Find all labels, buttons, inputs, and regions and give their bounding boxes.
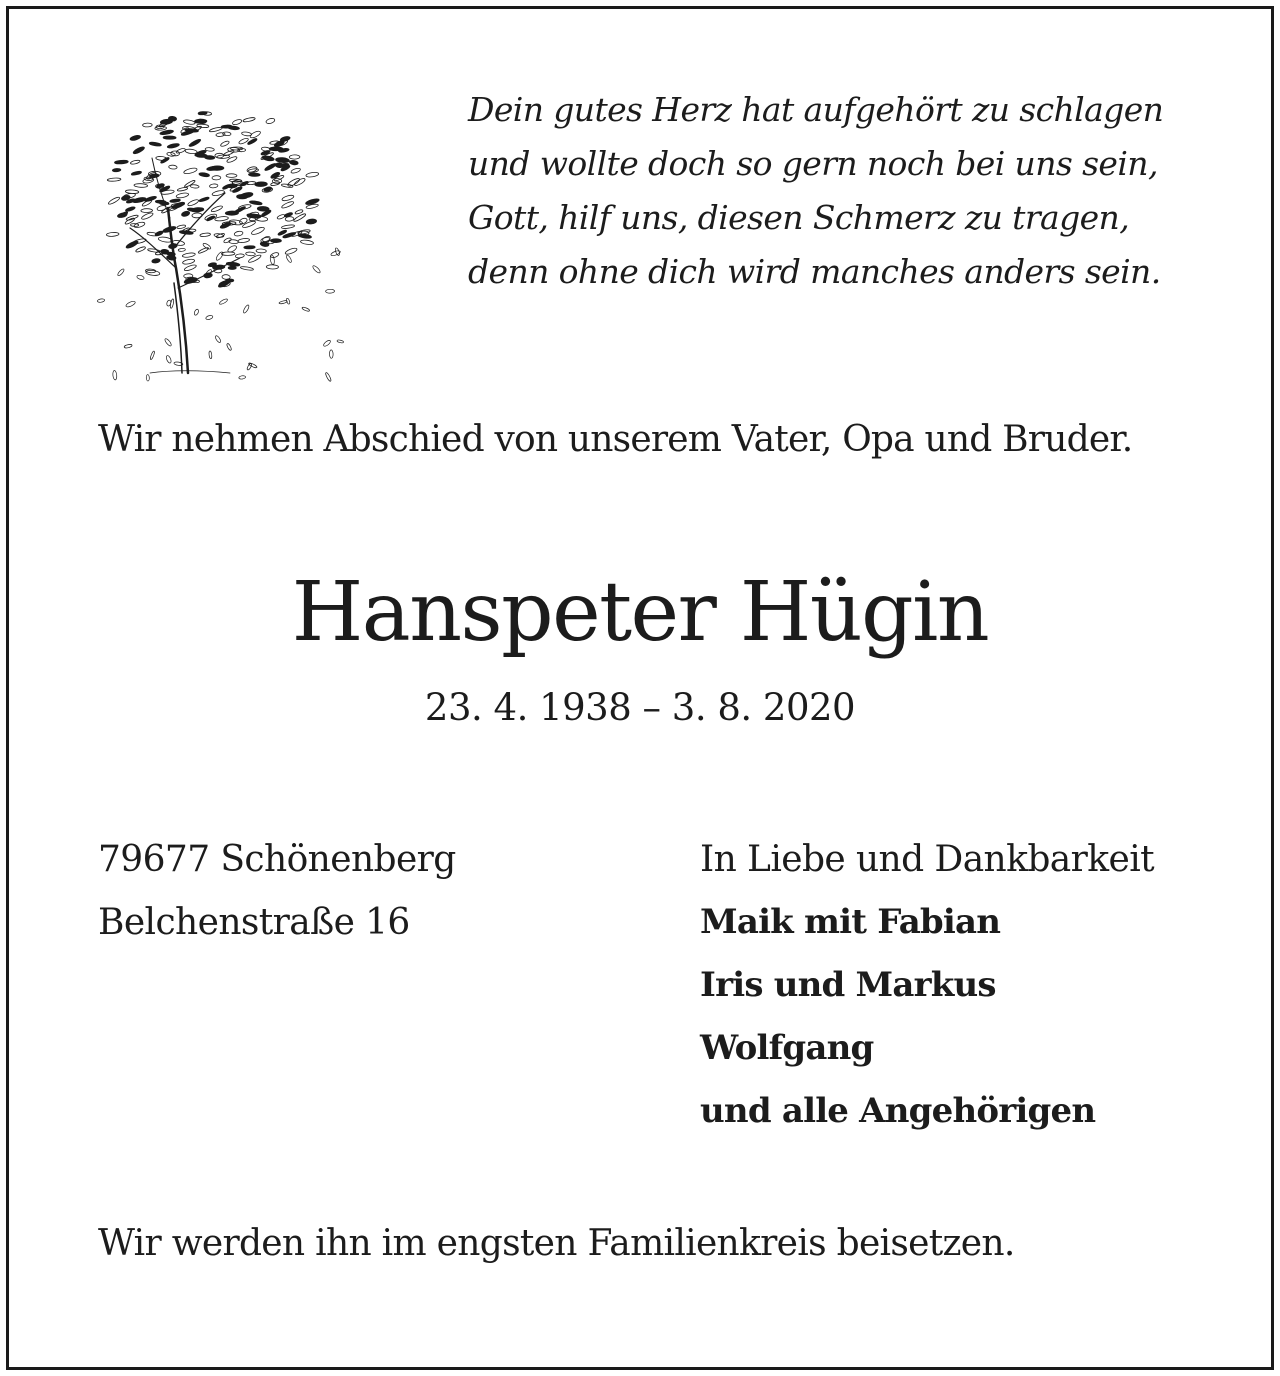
poem-line: und wollte doch so gern noch bei uns sein, (468, 144, 1158, 183)
mourners-block (700, 828, 1154, 1143)
mourner-name: Iris und Markus (700, 965, 996, 1005)
deceased-name: Hanspeter Hügin (291, 565, 989, 660)
poem-line: Dein gutes Herz hat aufgehört zu schlagen (468, 90, 1164, 129)
mourner-name: und alle Angehörigen (700, 1091, 1096, 1131)
poem-line: denn ohne dich wird manches anders sein. (468, 252, 1161, 291)
farewell-intro: Wir nehmen Abschied von unserem Vater, Opa und Bruder. (98, 419, 1133, 460)
life-dates: 23. 4. 1938 – 3. 8. 2020 (424, 686, 856, 729)
address-street: Belchenstraße 16 (98, 902, 410, 943)
poem (468, 83, 1228, 299)
address-block (98, 828, 456, 954)
poem-line: Gott, hilf uns, diesen Schmerz zu tragen, (468, 198, 1130, 237)
mourners-intro: In Liebe und Dankbarkeit (700, 839, 1154, 880)
burial-note: Wir werden ihn im engsten Familienkreis beisetzen. (98, 1223, 1015, 1264)
mourner-name: Wolfgang (700, 1028, 874, 1068)
address-city: 79677 Schönenberg (98, 839, 456, 880)
mourner-name: Maik mit Fabian (700, 902, 1001, 942)
tree-with-falling-leaves-icon (90, 88, 360, 383)
